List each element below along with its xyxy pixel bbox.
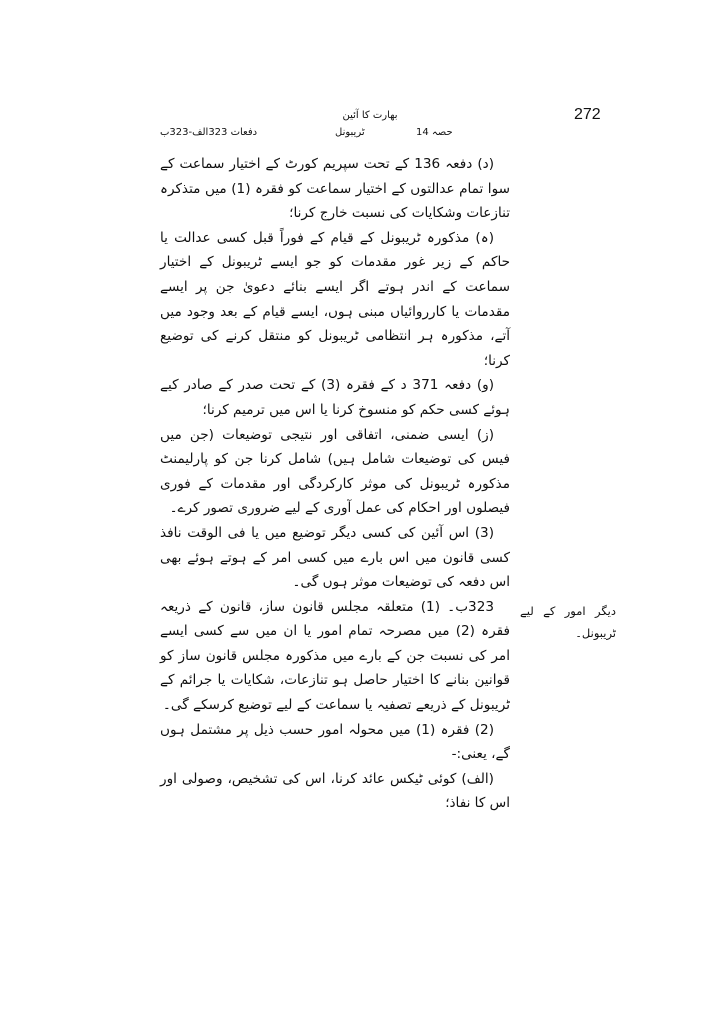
running-header-title: بھارت کا آئین [342,110,398,121]
page-number: 272 [574,106,601,123]
running-header-part: حصہ 14 [416,127,453,138]
paragraph-323b-clause-a: (الف) کوئی ٹیکس عائد کرنا، اس کی تشخیص، وصولی اور اس کا نفاذ؛ [160,770,510,812]
paragraph-clause-g: (ز) ایسی ضمنی، اتفاقی اور نتیجی توضیعات (جن میں فیس کی توضیعات شامل ہیں) شامل کرنا جن کو پارلیمنٹ مذکورہ ٹریبونل کی موثر کارکردگی اور مقدمات کے فوری فیصلوں اور احکام کی عمل آوری کے لیے ضروری تصور کرے۔ [160,426,510,517]
paragraph-clause-d: (د) دفعہ 136 کے تحت سپریم کورٹ کے اختیار سماعت کے سوا تمام عدالتوں کے اختیار سماعت کو فقرہ (1) میں متذکرہ تنازعات وشکایات کی نسبت خارج کرنا؛ [160,156,510,222]
paragraph-clause-3: (3) اس آئین کی کسی دیگر توضیع میں یا فی الوقت نافذ کسی قانون میں اس بارے میں کسی امر کے ہوتے ہوئے بھی اس دفعہ کی توضیعات موثر ہوں گی۔ [160,524,510,591]
running-header-subject: ٹریبونل [335,127,365,138]
paragraph-323b-clause-2: (2) فقرہ (1) میں محولہ امور حسب ذیل پر مشتمل ہوں گے، یعنی:- [160,721,510,763]
paragraph-article-323b: 323ب۔ (1) متعلقہ مجلس قانون ساز، قانون کے ذریعہ فقرہ (2) میں مصرحہ تمام امور یا ان میں سے کسی ایسے امر کی نسبت جن کے بارے میں مذکورہ مجلس قانون ساز کو قوانین بنانے کا اختیار حاصل ہو تنازعات، شکایات یا جرائم کے ٹریبونل کے ذریعے تصفیہ یا سماعت کے لیے توضیع کرسکے گی۔ [160,598,510,714]
running-header-sections: دفعات 323الف-323ب [160,127,258,138]
paragraph-clause-f: (و) دفعہ 371 د کے فقرہ (3) کے تحت صدر کے صادر کیے ہوئے کسی حکم کو منسوخ کرنا یا اس میں ترمیم کرنا؛ [160,377,510,418]
body-text [160,152,510,816]
margin-note: دیگر امور کے لیے ٹریبونل۔ [520,604,616,640]
paragraph-clause-e: (ہ) مذکورہ ٹریبونل کے قیام کے فوراً قبل کسی عدالت یا حاکم کے زیر غور مقدمات کو جو ایسے ٹریبونل کے اختیار سماعت کے اندر ہوتے اگر ایسے بنائے دعویٰ جن پر ایسے مقدمات یا کارروائیاں مبنی ہوں، ایسے قیام کے بعد وجود میں آتے، مذکورہ ہر انتظامی ٹریبونل کو منتقل کرنے کی توضیع کرنا؛ [160,229,510,369]
